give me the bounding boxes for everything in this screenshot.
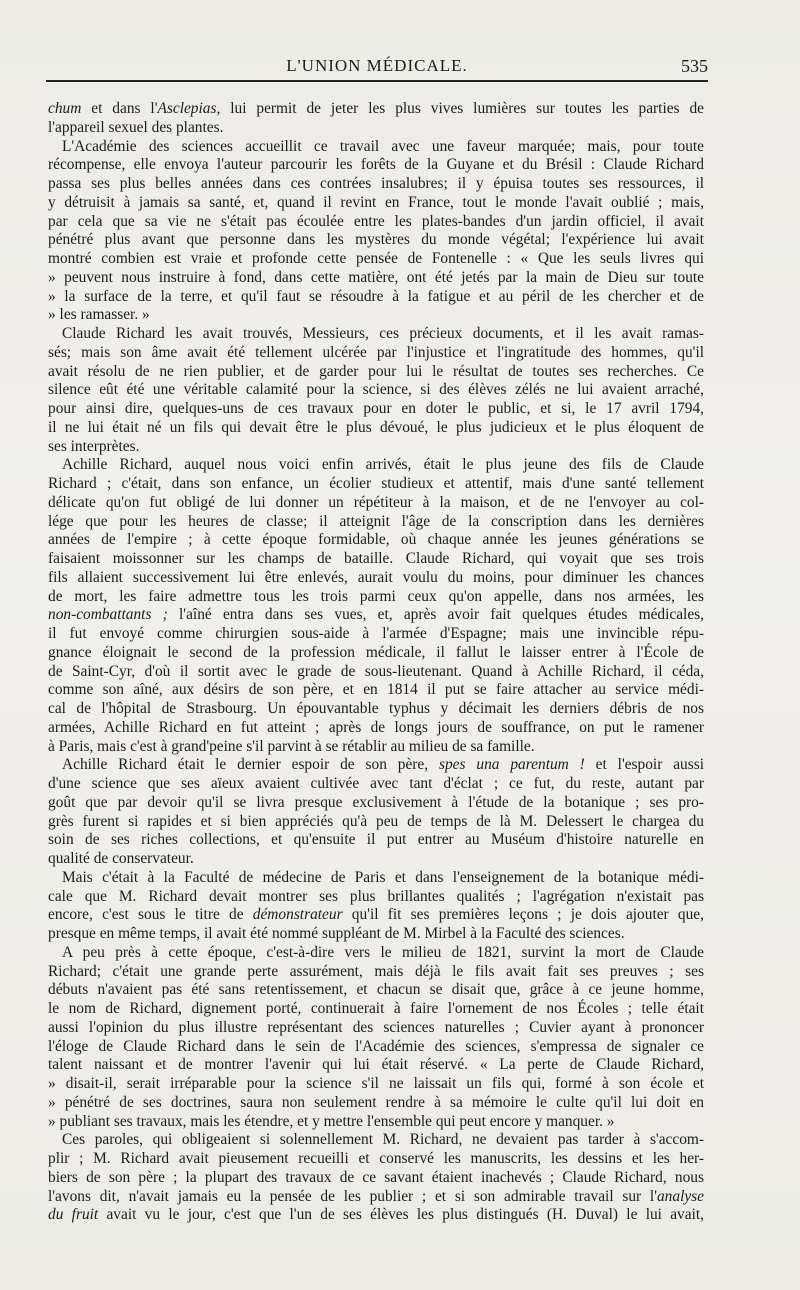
italic-text: chum [48,100,82,117]
text-line [48,419,704,438]
text-line [48,906,704,925]
text-segment: débuts n'avaient pas été sans retentissement, et chacun se disait que, grâce à ce jeune homme, [48,981,704,999]
text-line [48,981,704,1000]
text-line [48,888,704,907]
text-segment: comme son aîné, aux désirs de son père, et en 1814 il put se faire attacher au service médi- [48,681,704,699]
italic-text: Asclepias, [157,100,221,117]
text-segment: biers de son père ; la plupart des travaux de ce savant étaient inachevés ; Claude Richard, nous [48,1168,704,1186]
text-line [48,306,704,325]
text-line [48,588,704,607]
text-line [48,550,704,569]
text-line [48,138,704,157]
text-segment: faisaient moissonner sur les champs de bataille. Claude Richard, qui voyait que ses trois [48,550,704,567]
text-line [48,494,704,513]
text-segment: et dans l' [81,100,158,117]
text-segment: années de l'empire ; à cette époque formidable, où chaque année les jeunes générations se [48,531,704,549]
text-segment: Achille Richard, auquel nous voici enfin arrivés, était le plus jeune des fils de Claude [62,456,704,474]
text-segment: passa ses plus belles années dans ces contrées insalubres; il y épuisa toutes ses ressources, il [48,175,704,192]
text-line [48,250,704,269]
text-segment: lui permit de jeter les plus vives lumières sur toutes les parties de [220,100,704,117]
text-segment: d'une science que ses aïeux avaient cultivée avec tant d'éclat ; ce fut, du reste, autant par [48,775,704,792]
text-line [48,475,704,494]
text-line [48,925,704,944]
text-line [48,1169,704,1188]
text-segment: Richard ; c'était, dans son enfance, un écolier studieux et attentif, mais d'une santé tellement [48,475,704,492]
text-segment: et l'espoir aussi [584,756,704,774]
text-segment: sés; mais son âme avait été tellement ulcérée par l'injustice et l'ingratitude des hommes, qu'il [48,343,704,361]
text-line [48,231,704,250]
text-segment: A peu près à cette époque, c'est-à-dire vers le milieu de 1821, survint la mort de Claude [62,943,704,961]
text-segment: récompense, elle envoya l'auteur parcourir les forêts de la Guyane et du Brésil : Claude Richard [48,156,704,174]
text-line [48,700,704,719]
text-segment: » pénétré de ses doctrines, saura non seulement rendre à sa mémoire le culte qu'il lui doit en [48,1093,704,1111]
text-line [48,531,704,550]
text-segment: talent naissant et de montrer l'avenir qui lui était réservé. « La perte de Claude Richard, [48,1056,704,1074]
text-segment: » disait-il, serait irréparable pour la science s'il ne laissait un fils qui, formé à son école et [48,1075,704,1092]
text-line [48,269,704,288]
text-line [48,344,704,363]
text-line [48,1094,704,1113]
text-line [48,1150,704,1169]
text-segment: il fut envoyé comme chirurgien sous-aide à l'armée d'Espagne; mais une invincible répu- [48,625,704,642]
text-line [48,100,704,119]
text-segment: » publiant ses travaux, mais les étendre, et y mettre l'ensemble qui peut encore y manquer. » [48,1112,615,1130]
text-line [48,606,704,625]
text-segment: l'aîné entra dans ses vues, et, après avoir fait quelques études médicales, [167,606,704,624]
text-segment: à Paris, mais c'est à grand'peine s'il parvint à se rétablir au milieu de sa famille. [48,737,535,755]
text-line [48,288,704,307]
text-line [48,963,704,982]
italic-text: du fruit [48,1206,99,1224]
text-line [48,156,704,175]
journal-title: L'UNION MÉDICALE. [286,56,468,75]
text-segment: aussi l'opinion du plus illustre représentant des sciences naturelles ; Cuvier ayant à prononcer [48,1018,704,1036]
text-segment: il ne lui était né un fils qui devait être le plus dévoué, le plus judicieux et le plus éloquent de [48,418,704,436]
text-line [48,775,704,794]
text-segment: goût que par devoir qu'il se livra presque exclusivement à l'étude de la botanique ; ses pro- [48,793,704,811]
text-line [48,756,704,775]
text-line [48,381,704,400]
text-line [48,625,704,644]
text-line [48,1206,704,1225]
italic-text: démonstrateur [252,906,343,924]
text-segment: cal de l'hôpital de Strasbourg. Un épouvantable typhus y décimait les derniers débris de nos [48,700,704,717]
text-segment: Ces paroles, qui obligeaient si solennellement M. Richard, ne devaient pas tarder à s'accom- [62,1131,704,1149]
text-segment: qu'il fit ses premières leçons ; je dois ajouter que, [342,906,704,924]
text-line [48,681,704,700]
text-line [48,325,704,344]
text-segment: Achille Richard était le dernier espoir de son père, [62,756,439,774]
text-segment: délicate qu'on fut obligé de lui donner un répétiteur à la maison, et de ne l'envoyer au col- [48,493,704,511]
text-line [48,119,704,138]
text-line [48,719,704,738]
text-segment: presque en même temps, il avait été nommé suppléant de M. Mirbel à la Faculté des sciences. [48,925,625,942]
text-segment: soin de ses riches collections, et qu'ensuite il put entrer au Muséum d'histoire naturelle en [48,831,704,849]
text-line [48,1113,704,1132]
text-line [48,1075,704,1094]
text-line [48,513,704,532]
text-segment: fils allaient successivement lui être enlevés, aurait voulu du moins, pour diminuer les chances [48,568,704,586]
text-segment: silence eût été une véritable calamité pour la science, si des élèves zélés ne lui avaient arraché, [48,381,704,399]
text-segment: montré combien est vraie et profonde cette pensée de Fontenelle : « Que les seuls livres qui [48,250,704,267]
text-line [48,438,704,457]
text-line [48,194,704,213]
text-line [48,813,704,832]
text-segment: » la surface de la terre, et qu'il faut se résoudre à la fatigue et au péril de les chercher et de [48,287,704,305]
text-line [48,663,704,682]
text-segment: L'Académie des sciences accueillit ce travail avec une faveur marquée; mais, pour toute [62,137,704,155]
text-segment: Mais c'était à la Faculté de médecine de Paris et dans l'enseignement de la botanique médi- [62,868,704,886]
text-line [48,644,704,663]
text-line [48,1188,704,1207]
text-line [48,175,704,194]
text-segment: pour ainsi dire, quelques-uns de ces travaux pour en doter le public, et si, le 17 avril 1794, [48,400,704,417]
page-number: 535 [681,56,708,76]
text-line [48,831,704,850]
text-segment: cale que M. Richard devait montrer ses plus brillantes qualités ; l'agrégation n'existait pas [48,887,704,905]
text-line [48,213,704,232]
italic-text: spes una parentum ! [439,756,585,774]
text-line [48,1019,704,1038]
text-line [48,456,704,475]
text-line [48,363,704,382]
text-segment: lége que pour les heures de classe; il atteignit l'âge de la conscription dans les dernières [48,512,704,530]
text-line [48,850,704,869]
text-line [48,794,704,813]
text-segment: le nom de Richard, dignement porté, continuerait à faire l'ornement de nos Écoles ; telle était [48,1000,704,1017]
text-segment: gnance éloignait le second de la profession médicale, il fallut le laisser entrer à l'École de [48,643,704,661]
text-line [48,1056,704,1075]
text-line [48,869,704,888]
text-segment: de mort, les faire admettre tous les trois parmi ceux qu'on appelle, dans nos armées, les [48,587,704,605]
text-segment: par cela que sa vie ne s'était pas écoulée entre les plates-bandes d'un jardin officiel, il avait [48,212,704,230]
text-segment: plir ; M. Richard avait pieusement recueilli et conservé les manuscrits, les dessins et les her- [48,1150,704,1167]
text-segment: avait vu le jour, c'est que l'un de ses élèves les plus distingués (H. Duval) le lui avait, [98,1206,704,1224]
text-segment: pénétré plus avant que personne dans les mystères du monde végétal; l'expérience lui avait [48,231,704,249]
text-segment: l'appareil sexuel des plantes. [48,118,224,136]
text-segment: » peuvent nous instruire à fond, dans cette matière, ont été jetés par la main de Dieu sur toute [48,268,704,286]
italic-text: non-combattants ; [48,606,168,624]
text-segment: grès furent si rapides et si bien appréciés qu'à peu de temps de là M. Delessert le chargea du [48,812,704,830]
text-line [48,1131,704,1150]
text-line [48,1038,704,1057]
text-segment: ses interprètes. [48,437,140,455]
text-segment: Claude Richard les avait trouvés, Messieurs, ces précieux documents, et il les avait ramas- [62,325,704,342]
text-line [48,1000,704,1019]
text-line [48,738,704,757]
text-segment: avait résolu de ne rien publier, et de garder pour lui le résultat de toutes ses recherches. Ce [48,362,704,380]
text-line [48,400,704,419]
text-segment: » les ramasser. » [48,306,150,324]
italic-text: analyse [656,1187,704,1205]
running-header [46,50,708,82]
text-segment: de Saint-Cyr, d'où il sortit avec le grade de sous-lieutenant. Quand à Achille Richard, il céda, [48,662,704,680]
text-line [48,569,704,588]
text-segment: l'éloge de Claude Richard dans le sein de l'Académie des sciences, s'empressa de signaler ce [48,1037,704,1055]
text-segment: y détruisit à jamais sa santé, et, quand il revint en France, tout le monde l'avait oublié ; mais, [48,193,704,211]
text-segment: encore, c'est sous le titre de [48,906,253,924]
text-segment: armées, Achille Richard en fut atteint ; après de longs jours de souffrance, on put le ramener [48,718,704,736]
text-line [48,944,704,963]
text-segment: Richard; c'était une grande perte assurément, mais déjà le fils avait fait ses preuves ; ses [48,962,704,980]
article-body [48,100,704,1225]
text-segment: qualité de conservateur. [48,850,194,867]
text-segment: l'avons dit, n'avait jamais eu la pensée de les publier ; et si son admirable travail sur l' [48,1187,657,1205]
